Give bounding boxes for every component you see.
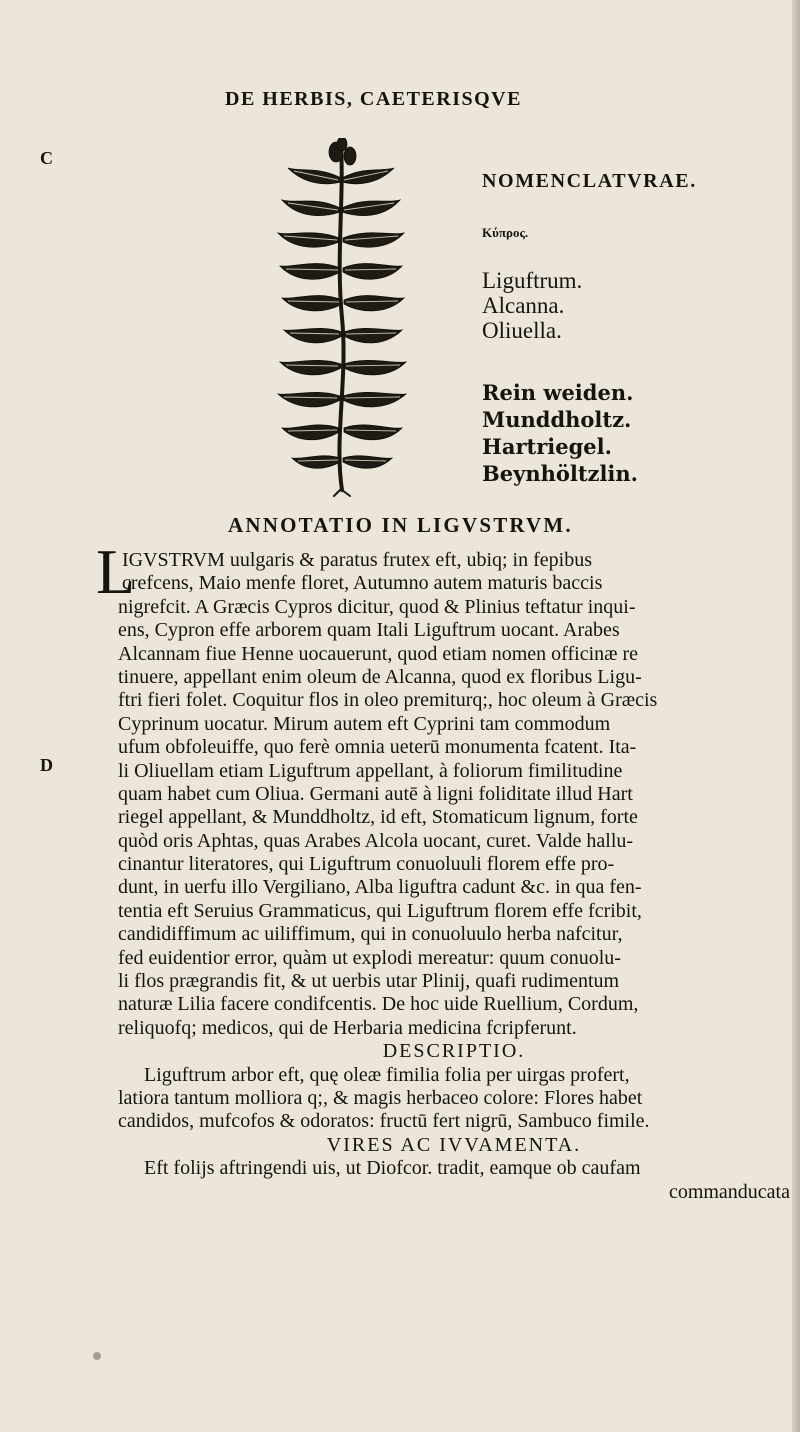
privet-woodcut-illustration	[238, 138, 443, 498]
text-line: candidiffimum ac uiliffimum, qui in conuoluulo herba nafcitur,	[118, 923, 623, 946]
ink-spot	[93, 1352, 101, 1360]
text-line: ftri fieri folet. Coquitur flos in oleo premiturq;, hoc oleum à Græcis	[118, 689, 658, 712]
text-line: reliquofq; medicos, qui de Herbaria medicina fcripferunt.	[118, 1016, 577, 1039]
text-line: Cyprinum uocatur. Mirum autem eft Cyprini tam commodum	[118, 712, 611, 735]
text-line: ufum obfoleuiffe, quo ferè omnia ueterū monumenta fcatent. Ita-	[118, 736, 637, 759]
latin-name: Oliuella.	[482, 318, 562, 343]
german-names-list	[482, 379, 638, 487]
annotatio-heading: ANNOTATIO IN LIGVSTRVM.	[228, 513, 573, 537]
text-line: latiora tantum molliora q;, & magis herbaceo colore: Flores habet	[118, 1086, 643, 1109]
vires-heading: VIRES AC IVVAMENTA.	[326, 1133, 582, 1156]
descriptio-heading: DESCRIPTIO.	[382, 1040, 526, 1063]
latin-name: Alcanna.	[482, 293, 565, 318]
text-line: candidos, mufcofos & odoratos: fructū fert nigrū, Sambuco fimile.	[118, 1110, 650, 1133]
text-line: quam habet cum Oliua. Germani autē à ligni foliditate illud Hart	[118, 782, 633, 805]
text-line: riegel appellant, & Munddholtz, id eft, Stomaticum lignum, forte	[118, 806, 638, 829]
text-line: Eft folijs aftringendi uis, ut Diofcor. tradit, eamque ob caufam	[144, 1157, 641, 1180]
latin-names-list	[482, 268, 582, 343]
margin-mark-upper: C	[40, 148, 53, 168]
german-name: Rein weiden.	[482, 380, 634, 405]
text-line: ens, Cypron effe arborem quam Itali Liguftrum uocant. Arabes	[118, 619, 620, 642]
latin-name: Liguftrum.	[482, 268, 583, 293]
running-head: DE HERBIS, CAETERISQVE	[225, 88, 522, 110]
margin-mark-lower: D	[40, 755, 53, 775]
text-line: li flos prægrandis fit, & ut uerbis utar Plinij, quafi rudimentum	[118, 970, 620, 993]
catchword: commanducata	[668, 1180, 790, 1203]
text-line: tentia eft Seruius Grammaticus, qui Liguftrum florem effe fcribit,	[118, 899, 642, 922]
text-line: tinuere, appellant enim oleum de Alcanna, quod ex floribus Ligu-	[118, 665, 642, 688]
text-line: IGVSTRVM uulgaris & paratus frutex eft, ubiq; in fepibus	[122, 549, 592, 571]
drop-capital: L	[96, 536, 136, 607]
text-line: nigrefcit. A Græcis Cypros dicitur, quod & Plinius teftatur inqui-	[118, 595, 636, 618]
text-line: dunt, in uerfu illo Vergiliano, Alba liguftra cadunt &c. in qua fen-	[118, 876, 642, 899]
text-line: Liguftrum arbor eft, quę oleæ fimilia folia per uirgas profert,	[144, 1063, 630, 1086]
text-line: crefcens, Maio menfe floret, Autumno autem maturis baccis	[122, 572, 603, 595]
text-line: li Oliuellam etiam Liguftrum appellant, à foliorum fimilitudine	[118, 759, 623, 782]
page-edge	[792, 0, 800, 1432]
german-name: Hartriegel.	[482, 434, 612, 459]
text-line: fed euidentior error, quàm ut explodi mereatur: quum conuolu-	[118, 946, 621, 969]
text-line: Alcannam fiue Henne uocauerunt, quod etiam nomen officinæ re	[118, 642, 639, 665]
text-line: cinantur literatores, qui Liguftrum conuoluuli florem effe pro-	[118, 853, 615, 876]
greek-name: Κύπρος.	[482, 225, 529, 240]
text-line: quòd oris Aphtas, quas Arabes Alcola uocant, curet. Valde hallu-	[118, 829, 634, 852]
text-line: naturæ Lilia facere condifcentis. De hoc uide Ruellium, Cordum,	[118, 993, 639, 1016]
german-name: Beynhöltzlin.	[482, 461, 638, 486]
german-name: Munddholtz.	[482, 407, 632, 432]
body-text	[118, 549, 790, 1204]
nomenclature-heading: NOMENCLATVRAE.	[482, 170, 697, 192]
